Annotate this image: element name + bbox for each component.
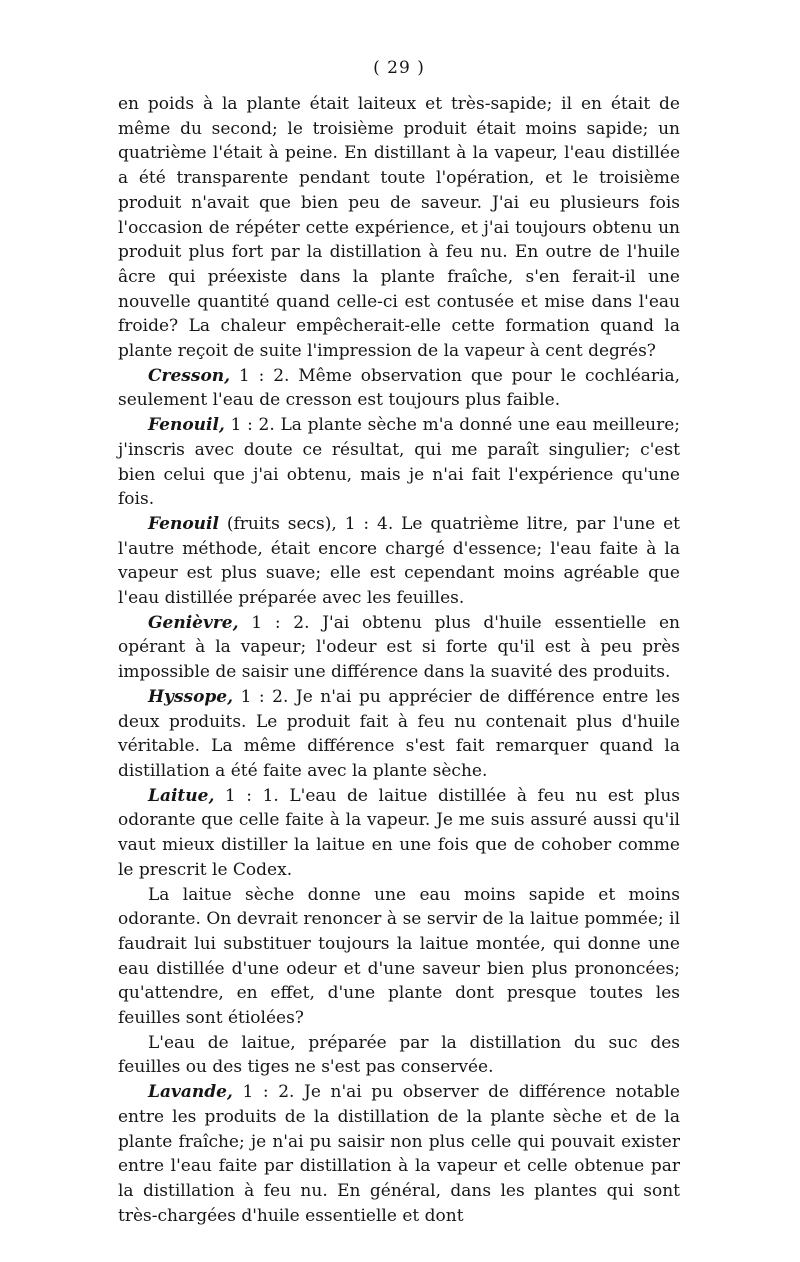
entry-text: 1 : 2. Je n'ai pu observer de différence notable entre les produits de la distillation de la plante sèche et de la plante fraîche; je n'ai pu saisir non plus celle qui pouvait exister entre l'eau faite par distillation à la vapeur et celle obtenue par la distillation à feu nu. En général, dans les plantes qui sont très-chargées d'huile essentielle et dont [118,1082,680,1226]
entry-name: Genièvre, [148,612,239,633]
entry-fenouil-fruits [118,512,680,611]
entry-name: Cresson, [148,365,231,386]
entry-hyssope [118,685,680,784]
entry-text: 1 : 2. Même observation que pour le cochléaria, seulement l'eau de cresson est toujours plus faible. [118,365,680,411]
entry-text: 1 : 2. J'ai obtenu plus d'huile essentielle en opérant à la vapeur; l'odeur est si forte qu'il est à peu près impossible de saisir une différence dans la suavité des produits. [118,612,680,683]
opening-paragraph: en poids à la plante était laiteux et très-sapide; il en était de même du second; le troisième produit était moins sapide; un quatrième l'était à peine. En distillant à la vapeur, l'eau distillée a été transparente pendant toute l'opération, et le troisième produit n'avait que bien peu de saveur. J'ai eu plusieurs fois l'occasion de répéter cette expérience, et j'ai toujours obtenu un produit plus fort par la distillation à feu nu. En outre de l'huile âcre qui préexiste dans la plante fraîche, s'en ferait-il une nouvelle quantité quand celle-ci est contusée et mise dans l'eau froide? La chaleur empêcherait-elle cette formation quand la plante reçoit de suite l'impression de la vapeur à cent degrés? [118,94,680,362]
entry-name: Hyssope, [148,686,234,707]
entry-text: (fruits secs), 1 : 4. Le quatrième litre, par l'une et l'autre méthode, était encore chargé d'essence; l'eau faite à la vapeur est plus suave; elle est cependant moins agréable que l'eau distillée préparée avec les feuilles. [118,513,680,609]
page-number: ( 29 ) [373,58,425,78]
entry-text: 1 : 2. Je n'ai pu apprécier de différence entre les deux produits. Le produit fait à feu nu contenait plus d'huile véritable. La même différence s'est fait remarquer quand la distillation a été faite avec la plante sèche. [118,686,680,781]
entry-text: 1 : 2. La plante sèche m'a donné une eau meilleure; j'inscris avec doute ce résultat, qui me paraît singulier; c'est bien celui que j'ai obtenu, mais je n'ai fait l'expérience qu'une fois. [118,415,680,510]
entry-name: Fenouil [148,513,219,534]
entry-lavande [118,1080,680,1228]
entry-fenouil [118,413,680,512]
laitue-paragraph-3: L'eau de laitue, préparée par la distillation du suc des feuilles ou des tiges ne s'est pas conservée. [118,1032,680,1078]
book-page [118,56,680,1228]
laitue-paragraph-2: La laitue sèche donne une eau moins sapide et moins odorante. On devrait renoncer à se servir de la laitue pommée; il faudrait lui substituer toujours la laitue montée, qui donne une eau distillée d'une odeur et d'une saveur bien plus prononcées; qu'attendre, en effet, d'une plante dont presque toutes les feuilles sont étiolées? [118,884,680,1029]
entry-cresson [118,364,680,413]
entry-name: Laitue, [148,785,215,806]
entry-name: Fenouil, [148,415,225,436]
entry-text: 1 : 1. L'eau de laitue distillée à feu nu est plus odorante que celle faite à la vapeur. Je me suis assuré aussi qu'il vaut mieux distiller la laitue en une fois que de cohober comme le prescrit le Codex. [118,785,680,880]
entry-genievre [118,611,680,685]
entry-laitue [118,784,680,883]
entry-name: Lavande, [148,1082,233,1103]
